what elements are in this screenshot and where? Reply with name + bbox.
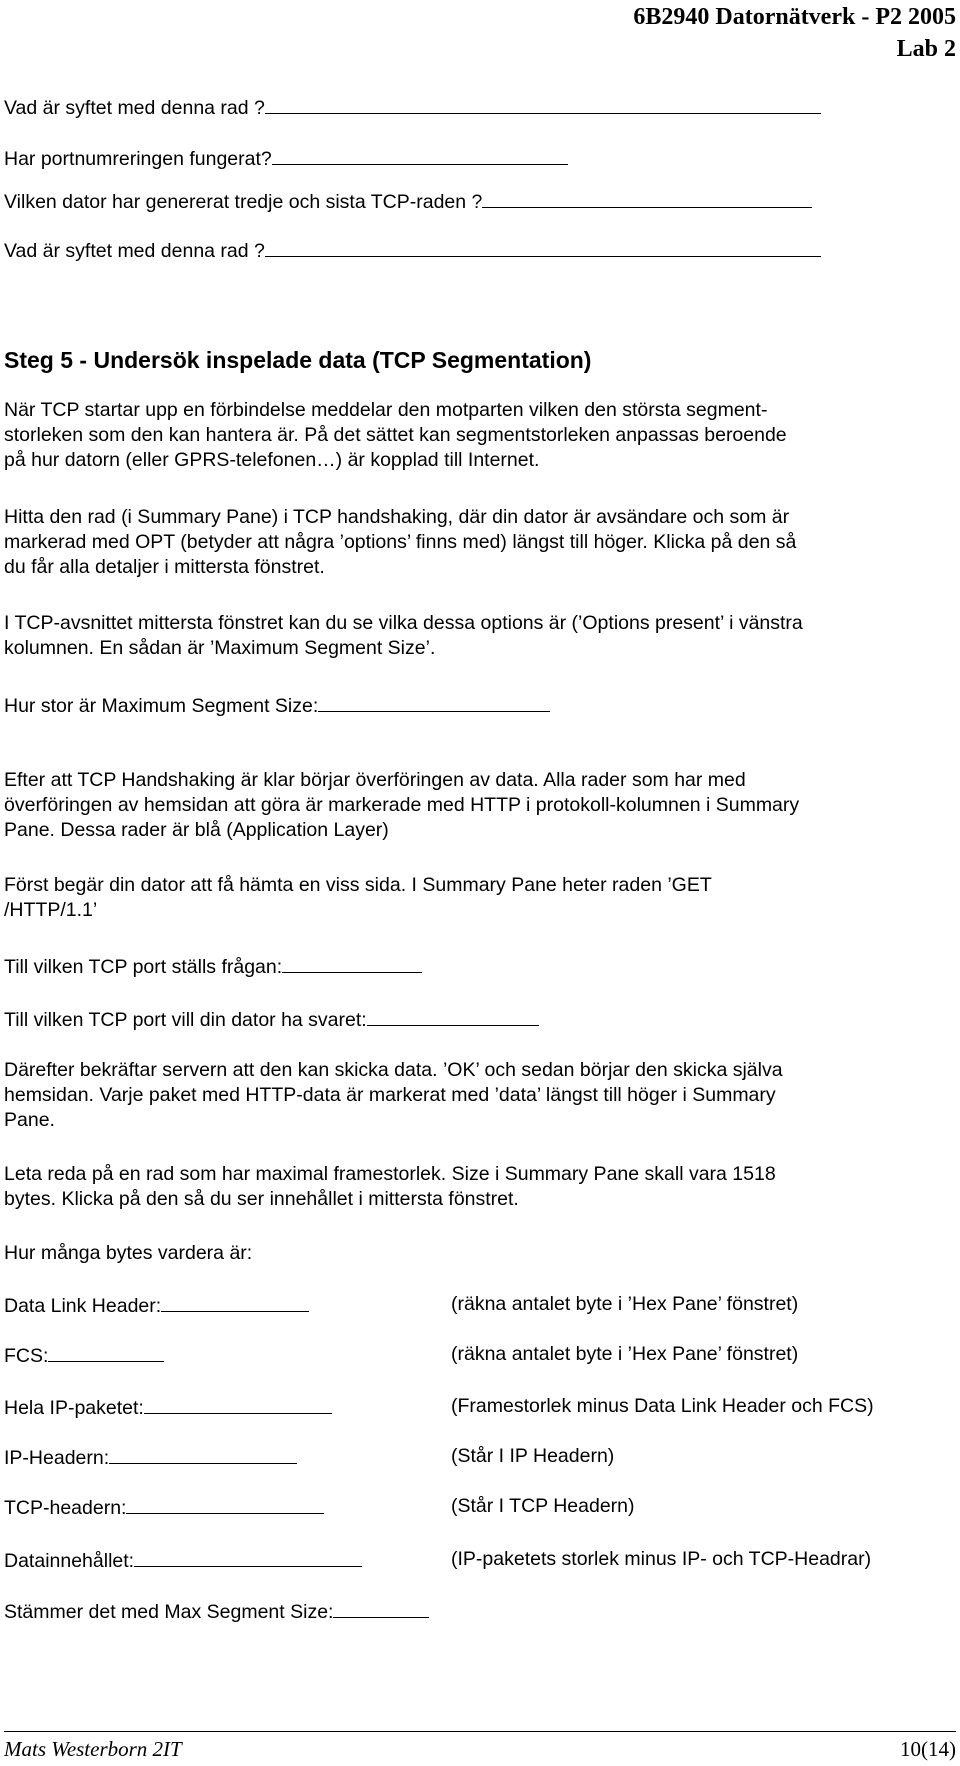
question-line — [4, 145, 568, 172]
paragraph-line: bytes. Klicka på den så du ser innehållet i mittersta fönstret. — [4, 1188, 519, 1210]
answer-blank[interactable] — [265, 94, 821, 114]
paragraph-line: markerad med OPT (betyder att några ’options’ finns med) längst till höger. Klicka på den så — [4, 531, 797, 553]
question-text: Till vilken TCP port vill din dator ha svaret: — [4, 1009, 367, 1031]
section-heading: Steg 5 - Undersök inspelade data (TCP Segmentation) — [4, 347, 592, 373]
paragraph-line: När TCP startar upp en förbindelse meddelar den motparten vilken den största segment- — [4, 399, 768, 421]
question-text: Hur stor är Maximum Segment Size: — [4, 695, 319, 717]
byte-row-hint: (Framestorlek minus Data Link Header och FCS) — [451, 1395, 874, 1417]
paragraph-line: Hitta den rad (i Summary Pane) i TCP handshaking, där din dator är avsändare och som är — [4, 506, 790, 528]
mss-answer-blank[interactable] — [318, 692, 550, 712]
question-line — [4, 1598, 429, 1625]
question-text: Stämmer det med Max Segment Size: — [4, 1601, 334, 1623]
question-text: Vad är syftet med denna rad ? — [4, 97, 265, 119]
byte-row-label — [4, 1494, 324, 1521]
answer-blank[interactable] — [265, 237, 821, 257]
paragraph-line: storleken som den kan hantera är. På det sättet kan segmentstorleken anpassas beroende — [4, 424, 787, 446]
paragraph-line: Pane. Dessa rader är blå (Application Layer) — [4, 819, 389, 841]
answer-blank[interactable] — [272, 145, 568, 165]
paragraph-line: kolumnen. En sådan är ’Maximum Segment Size’. — [4, 637, 436, 659]
question-line — [4, 237, 821, 264]
byte-row-label — [4, 1394, 332, 1421]
port-reply-answer-blank[interactable] — [367, 1006, 539, 1026]
lab-header: Lab 2 — [896, 36, 956, 62]
paragraph-line: på hur datorn (eller GPRS-telefonen…) är kopplad till Internet. — [4, 449, 540, 471]
question-line — [4, 692, 550, 719]
byte-row-answer-blank[interactable] — [144, 1394, 332, 1414]
paragraph-line: I TCP-avsnittet mittersta fönstret kan du se vilka dessa options är (’Options present’ i vänstra — [4, 612, 803, 634]
byte-row-label-text: Data Link Header: — [4, 1295, 162, 1317]
byte-row-label-text: IP-Headern: — [4, 1447, 110, 1469]
question-line — [4, 94, 821, 121]
question-line — [4, 188, 812, 215]
question-line: Hur många bytes vardera är: — [4, 1242, 253, 1264]
byte-row-hint: (räkna antalet byte i ’Hex Pane’ fönstret) — [451, 1293, 799, 1315]
footer-author: Mats Westerborn 2IT — [4, 1737, 182, 1761]
byte-row-answer-blank[interactable] — [109, 1444, 297, 1464]
byte-row-label-text: FCS: — [4, 1345, 49, 1367]
footer-page-number: 10(14) — [900, 1737, 956, 1761]
paragraph-line: Därefter bekräftar servern att den kan skicka data. ’OK’ och sedan börjar den skicka själva — [4, 1059, 783, 1081]
byte-row-label — [4, 1342, 164, 1369]
paragraph-line: överföringen av hemsidan att göra är markerade med HTTP i protokoll-kolumnen i Summary — [4, 794, 800, 816]
byte-row-hint: (Står I IP Headern) — [451, 1445, 615, 1467]
byte-row-label — [4, 1547, 362, 1574]
byte-row-answer-blank[interactable] — [48, 1342, 164, 1362]
byte-row-label — [4, 1292, 309, 1319]
course-header: 6B2940 Datornätverk - P2 2005 — [633, 4, 956, 30]
answer-blank[interactable] — [482, 188, 812, 208]
port-ask-answer-blank[interactable] — [282, 953, 422, 973]
byte-row-hint: (räkna antalet byte i ’Hex Pane’ fönstret) — [451, 1343, 799, 1365]
question-text: Har portnumreringen fungerat? — [4, 148, 272, 170]
paragraph-line: hemsidan. Varje paket med HTTP-data är markerat med ’data’ längst till höger i Summary — [4, 1084, 776, 1106]
question-line — [4, 1006, 539, 1033]
question-line — [4, 953, 422, 980]
byte-row-label-text: TCP-headern: — [4, 1497, 127, 1519]
byte-row-label-text: Datainnehållet: — [4, 1550, 135, 1572]
byte-row-hint: (Står I TCP Headern) — [451, 1495, 635, 1517]
mss-match-answer-blank[interactable] — [333, 1598, 429, 1618]
paragraph-line: Leta reda på en rad som har maximal framestorlek. Size i Summary Pane skall vara 1518 — [4, 1163, 776, 1185]
paragraph-line: du får alla detaljer i mittersta fönstret. — [4, 556, 325, 578]
paragraph-line: Pane. — [4, 1109, 55, 1131]
paragraph-line: /HTTP/1.1’ — [4, 899, 98, 921]
byte-row-answer-blank[interactable] — [134, 1547, 362, 1567]
paragraph-line: Efter att TCP Handshaking är klar börjar överföringen av data. Alla rader som har med — [4, 769, 746, 791]
footer-divider — [4, 1731, 956, 1732]
byte-row-hint: (IP-paketets storlek minus IP- och TCP-Headrar) — [451, 1548, 872, 1570]
question-text: Vilken dator har genererat tredje och sista TCP-raden ? — [4, 191, 483, 213]
byte-row-answer-blank[interactable] — [126, 1494, 324, 1514]
question-text: Till vilken TCP port ställs frågan: — [4, 956, 283, 978]
byte-row-label — [4, 1444, 297, 1471]
question-text: Vad är syftet med denna rad ? — [4, 240, 265, 262]
byte-row-answer-blank[interactable] — [161, 1292, 309, 1312]
paragraph-line: Först begär din dator att få hämta en viss sida. I Summary Pane heter raden ’GET — [4, 874, 712, 896]
byte-row-label-text: Hela IP-paketet: — [4, 1397, 144, 1419]
